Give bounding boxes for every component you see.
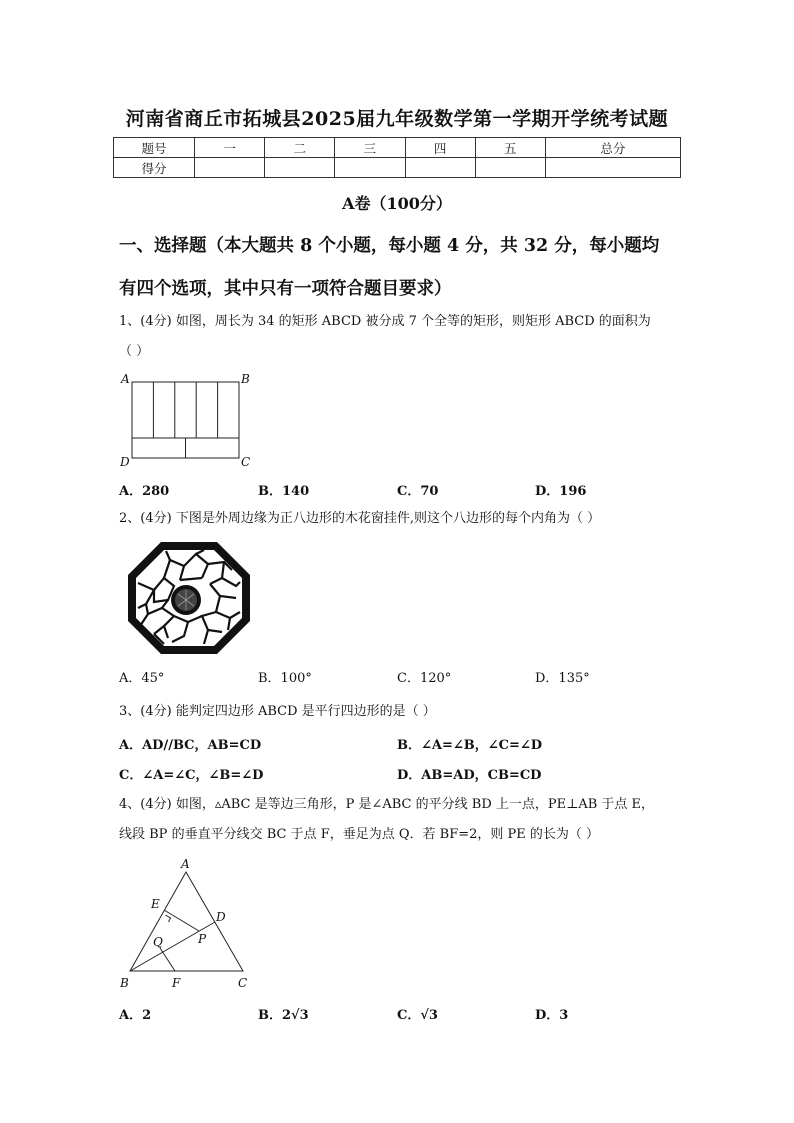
triangle-figure: [112, 852, 262, 994]
option-d[interactable]: D．AB=AD，CB=CD: [397, 768, 542, 783]
option-c[interactable]: C．70: [397, 484, 439, 499]
option-d[interactable]: D．135°: [535, 671, 590, 686]
score-input-cell[interactable]: [405, 158, 475, 178]
score-header-cell: 一: [195, 138, 265, 158]
score-header-cell: 四: [405, 138, 475, 158]
option-d[interactable]: D．196: [535, 484, 587, 499]
option-a[interactable]: A．45°: [119, 671, 165, 686]
figure-label: B: [120, 976, 129, 990]
score-row-label: 得分: [114, 158, 195, 178]
section-heading-line1: 一、选择题（本大题共 8 个小题，每小题 4 分，共 32 分，每小题均: [119, 236, 660, 256]
part-heading: A卷（100分）: [342, 194, 452, 213]
question-1-bracket: （ ）: [119, 344, 150, 359]
page-title: 河南省商丘市拓城县2025届九年级数学第一学期开学统考试题: [125, 108, 669, 130]
question-2-text: 2、(4分) 下图是外周边缘为正八边形的木花窗挂件,则这个八边形的每个内角为（ ）: [119, 511, 601, 526]
figure-label: E: [151, 897, 160, 911]
score-input-cell[interactable]: [335, 158, 405, 178]
question-3-text: 3、(4分) 能判定四边形 ABCD 是平行四边形的是（ ）: [119, 704, 436, 719]
option-b[interactable]: B．∠A=∠B，∠C=∠D: [397, 738, 543, 753]
option-a[interactable]: A．280: [119, 484, 170, 499]
figure-label: A: [181, 857, 190, 871]
score-table-header-row: [114, 138, 681, 158]
question-4-text-line2: 线段 BP 的垂直平分线交 BC 于点 F，垂足为点 Q．若 BF=2，则 PE 的长为（ ）: [119, 827, 600, 842]
option-b[interactable]: B．100°: [258, 671, 312, 686]
score-table: [113, 137, 681, 178]
score-header-cell: 二: [265, 138, 335, 158]
figure-label: C: [241, 455, 251, 469]
score-header-cell: 题号: [114, 138, 195, 158]
score-input-cell[interactable]: [195, 158, 265, 178]
figure-label: D: [120, 455, 130, 469]
option-c[interactable]: C．120°: [397, 671, 452, 686]
rectangle-figure: [115, 370, 265, 472]
score-input-cell[interactable]: [265, 158, 335, 178]
score-table-score-row: [114, 158, 681, 178]
figure-label: P: [198, 932, 207, 946]
section-heading-line2: 有四个选项，其中只有一项符合题目要求）: [119, 279, 452, 299]
option-a[interactable]: A．AD//BC，AB=CD: [119, 738, 262, 753]
score-header-cell: 三: [335, 138, 405, 158]
option-c[interactable]: C．∠A=∠C，∠B=∠D: [119, 768, 264, 783]
option-a[interactable]: A．2: [119, 1008, 152, 1023]
score-input-cell[interactable]: [545, 158, 680, 178]
figure-label: A: [121, 372, 130, 386]
score-header-cell: 总分: [545, 138, 680, 158]
figure-label: F: [172, 976, 181, 990]
question-4-text-line1: 4、(4分) 如图，▵ABC 是等边三角形，P 是∠ABC 的平分线 BD 上一点，PE⊥AB 于点 E，: [119, 797, 655, 812]
option-c[interactable]: C．√3: [397, 1008, 438, 1023]
figure-label: D: [216, 910, 226, 924]
score-input-cell[interactable]: [475, 158, 545, 178]
question-1-text: 1、(4分) 如图，周长为 34 的矩形 ABCD 被分成 7 个全等的矩形，则矩形 ABCD 的面积为: [119, 314, 651, 329]
score-header-cell: 五: [475, 138, 545, 158]
figure-label: Q: [153, 935, 163, 949]
figure-label: C: [238, 976, 248, 990]
option-d[interactable]: D．3: [535, 1008, 569, 1023]
octagon-window-figure: [124, 538, 254, 658]
option-b[interactable]: B．140: [258, 484, 310, 499]
figure-label: B: [241, 372, 250, 386]
option-b[interactable]: B．2√3: [258, 1008, 309, 1023]
